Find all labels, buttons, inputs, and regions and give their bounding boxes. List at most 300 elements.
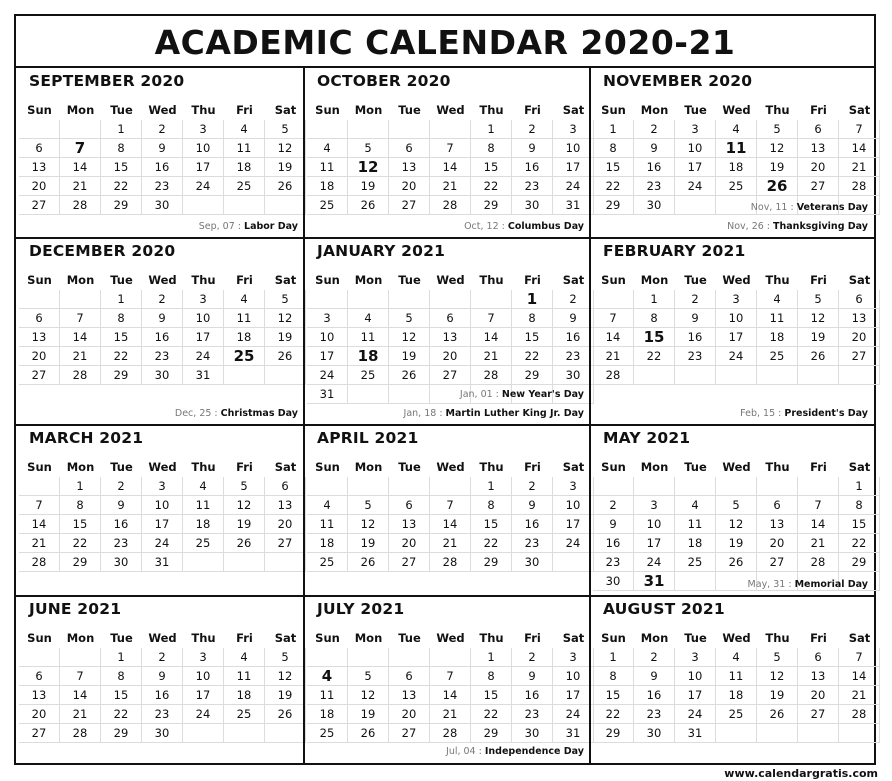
weekday-label: Fri xyxy=(524,460,541,474)
day-cell: 18 xyxy=(348,347,389,366)
day-cell: 10 xyxy=(675,139,716,158)
day-cell: 21 xyxy=(593,347,634,366)
day-cell: 5 xyxy=(265,290,306,309)
weekday-label: Thu xyxy=(191,460,216,474)
weekday-label: Sun xyxy=(601,460,626,474)
day-cell: 26 xyxy=(348,553,389,572)
day-cell: 22 xyxy=(471,177,512,196)
day-cell: 15 xyxy=(101,158,142,177)
day-cell: 29 xyxy=(101,366,142,385)
weekday-label: Tue xyxy=(110,631,133,645)
day-cell: 28 xyxy=(430,724,471,743)
day-cell: 25 xyxy=(757,347,798,366)
column-divider xyxy=(589,68,591,763)
empty-cell xyxy=(593,477,634,496)
day-cell: 8 xyxy=(60,496,101,515)
weekday-label: Sat xyxy=(562,460,585,474)
day-cell: 6 xyxy=(389,496,430,515)
day-cell: 16 xyxy=(142,158,183,177)
day-cell: 3 xyxy=(675,120,716,139)
day-cell: 4 xyxy=(716,648,757,667)
weekday-label: Wed xyxy=(148,273,177,287)
day-cell: 15 xyxy=(512,328,553,347)
day-cell: 13 xyxy=(430,328,471,347)
weekday-label: Wed xyxy=(148,631,177,645)
day-cell: 27 xyxy=(798,177,839,196)
weekday-label: Tue xyxy=(398,631,421,645)
weekday-label: Mon xyxy=(66,631,95,645)
row-divider xyxy=(16,424,874,426)
day-cell: 10 xyxy=(183,309,224,328)
day-cell: 29 xyxy=(101,196,142,215)
day-cell: 20 xyxy=(839,328,880,347)
day-cell: 24 xyxy=(716,347,757,366)
empty-cell xyxy=(224,196,265,215)
weekday-label: Wed xyxy=(722,273,751,287)
empty-cell xyxy=(430,290,471,309)
day-cell: 15 xyxy=(471,686,512,705)
day-cell: 26 xyxy=(265,177,306,196)
day-cell: 31 xyxy=(307,385,348,404)
day-cell: 12 xyxy=(716,515,757,534)
weekday-header xyxy=(16,100,304,120)
day-cell: 7 xyxy=(60,667,101,686)
day-cell: 12 xyxy=(757,667,798,686)
day-cell: 14 xyxy=(839,139,880,158)
weekday-label: Fri xyxy=(810,631,827,645)
weekday-label: Sat xyxy=(848,273,871,287)
day-cell: 3 xyxy=(142,477,183,496)
weekday-label: Tue xyxy=(110,460,133,474)
holiday-date: Jan, 01 : xyxy=(459,389,502,400)
day-cell: 18 xyxy=(183,515,224,534)
weekday-label: Fri xyxy=(810,460,827,474)
empty-cell xyxy=(798,366,839,385)
day-cell: 24 xyxy=(675,705,716,724)
month-name: SEPTEMBER 2020 xyxy=(29,72,185,90)
day-cell: 10 xyxy=(183,139,224,158)
day-cell: 25 xyxy=(675,553,716,572)
weekday-label: Mon xyxy=(354,103,383,117)
weekday-label: Tue xyxy=(110,103,133,117)
day-cell: 11 xyxy=(224,667,265,686)
day-cell: 31 xyxy=(634,572,675,591)
month-name: NOVEMBER 2020 xyxy=(603,72,753,90)
day-cell: 17 xyxy=(142,515,183,534)
weekday-label: Mon xyxy=(640,460,669,474)
weekday-label: Wed xyxy=(436,273,465,287)
day-cell: 19 xyxy=(265,686,306,705)
weekday-header xyxy=(304,628,590,648)
day-cell: 2 xyxy=(142,290,183,309)
day-cell: 16 xyxy=(553,328,594,347)
day-cell: 14 xyxy=(430,686,471,705)
weekday-label: Sun xyxy=(315,103,340,117)
holiday-label: Christmas Day xyxy=(220,408,298,419)
day-cell: 13 xyxy=(19,158,60,177)
day-cell: 26 xyxy=(265,347,306,366)
weekday-label: Sun xyxy=(27,631,52,645)
day-cell: 2 xyxy=(634,648,675,667)
holiday-note xyxy=(446,746,584,757)
weekday-label: Thu xyxy=(765,631,790,645)
weekday-label: Mon xyxy=(640,103,669,117)
day-cell: 25 xyxy=(224,347,265,366)
day-cell: 16 xyxy=(512,686,553,705)
weekday-label: Thu xyxy=(479,273,504,287)
holiday-note xyxy=(175,408,298,419)
row-divider xyxy=(16,595,874,597)
holiday-note xyxy=(751,202,868,213)
empty-cell xyxy=(430,477,471,496)
day-cell: 2 xyxy=(512,120,553,139)
weekday-label: Sat xyxy=(274,460,297,474)
day-cell: 17 xyxy=(183,686,224,705)
weekday-label: Fri xyxy=(524,631,541,645)
weekday-label: Mon xyxy=(354,460,383,474)
day-cell: 19 xyxy=(224,515,265,534)
day-cell: 5 xyxy=(265,648,306,667)
holiday-note xyxy=(727,221,868,232)
day-cell: 21 xyxy=(60,177,101,196)
day-cell: 3 xyxy=(634,496,675,515)
day-cell: 5 xyxy=(265,120,306,139)
day-cell: 1 xyxy=(101,648,142,667)
day-cell: 30 xyxy=(101,553,142,572)
day-cell: 27 xyxy=(839,347,880,366)
website-footer: www.calendargratis.com xyxy=(724,767,878,780)
day-cell: 28 xyxy=(430,196,471,215)
holiday-note xyxy=(464,221,584,232)
day-cell: 17 xyxy=(307,347,348,366)
weekday-label: Tue xyxy=(398,273,421,287)
empty-cell xyxy=(839,724,880,743)
day-cell: 4 xyxy=(675,496,716,515)
day-cell: 14 xyxy=(430,515,471,534)
day-cell: 8 xyxy=(471,139,512,158)
day-cell: 3 xyxy=(675,648,716,667)
day-cell: 4 xyxy=(716,120,757,139)
day-cell: 23 xyxy=(142,705,183,724)
day-cell: 6 xyxy=(757,496,798,515)
day-cell: 26 xyxy=(716,553,757,572)
month-block xyxy=(304,68,590,238)
day-cell: 13 xyxy=(839,309,880,328)
day-cell: 15 xyxy=(101,328,142,347)
day-cell: 13 xyxy=(19,328,60,347)
day-cell: 28 xyxy=(60,724,101,743)
day-cell: 20 xyxy=(19,347,60,366)
day-cell: 12 xyxy=(348,515,389,534)
weekday-label: Sun xyxy=(601,273,626,287)
day-cell: 24 xyxy=(183,347,224,366)
empty-cell xyxy=(265,196,306,215)
day-cell: 3 xyxy=(183,648,224,667)
day-cell: 14 xyxy=(430,158,471,177)
weekday-label: Mon xyxy=(640,273,669,287)
day-cell: 30 xyxy=(593,572,634,591)
day-cell: 1 xyxy=(471,648,512,667)
weekday-header xyxy=(590,100,874,120)
day-cell: 17 xyxy=(716,328,757,347)
day-cell: 1 xyxy=(471,477,512,496)
day-cell: 27 xyxy=(19,366,60,385)
day-cell: 8 xyxy=(512,309,553,328)
day-cell: 9 xyxy=(593,515,634,534)
holiday-note xyxy=(199,221,298,232)
weekday-label: Fri xyxy=(524,103,541,117)
day-cell: 22 xyxy=(593,177,634,196)
month-block xyxy=(304,425,590,596)
day-cell: 14 xyxy=(593,328,634,347)
day-cell: 19 xyxy=(798,328,839,347)
day-cell: 24 xyxy=(634,553,675,572)
day-cell: 2 xyxy=(512,648,553,667)
day-cell: 23 xyxy=(101,534,142,553)
empty-cell xyxy=(716,477,757,496)
day-cell: 9 xyxy=(675,309,716,328)
day-cell: 13 xyxy=(798,667,839,686)
day-cell: 9 xyxy=(101,496,142,515)
day-cell: 13 xyxy=(265,496,306,515)
holiday-label: New Year's Day xyxy=(501,389,584,400)
day-cell: 31 xyxy=(183,366,224,385)
weekday-header xyxy=(16,270,304,290)
day-cell: 18 xyxy=(675,534,716,553)
day-cell: 24 xyxy=(553,534,594,553)
day-cell: 26 xyxy=(757,705,798,724)
weekday-label: Fri xyxy=(236,631,253,645)
empty-cell xyxy=(19,290,60,309)
day-cell: 6 xyxy=(19,667,60,686)
empty-cell xyxy=(60,120,101,139)
empty-cell xyxy=(307,648,348,667)
day-cell: 14 xyxy=(471,328,512,347)
empty-cell xyxy=(798,477,839,496)
day-cell: 26 xyxy=(348,724,389,743)
day-cell: 29 xyxy=(512,366,553,385)
day-cell: 10 xyxy=(307,328,348,347)
day-cell: 23 xyxy=(512,177,553,196)
day-cell: 17 xyxy=(553,158,594,177)
day-cell: 22 xyxy=(471,534,512,553)
day-cell: 10 xyxy=(183,667,224,686)
weekday-header xyxy=(16,628,304,648)
day-cell: 20 xyxy=(757,534,798,553)
day-cell: 3 xyxy=(307,309,348,328)
day-cell: 30 xyxy=(634,196,675,215)
day-cell: 10 xyxy=(675,667,716,686)
month-name: FEBRUARY 2021 xyxy=(603,242,746,260)
day-cell: 11 xyxy=(224,309,265,328)
day-cell: 2 xyxy=(142,648,183,667)
month-name: DECEMBER 2020 xyxy=(29,242,176,260)
day-cell: 23 xyxy=(142,177,183,196)
day-cell: 29 xyxy=(593,196,634,215)
day-cell: 19 xyxy=(757,686,798,705)
weekday-header xyxy=(304,457,590,477)
day-cell: 2 xyxy=(675,290,716,309)
day-cell: 27 xyxy=(19,196,60,215)
weekday-label: Wed xyxy=(436,460,465,474)
day-cell: 4 xyxy=(307,139,348,158)
day-cell: 20 xyxy=(389,705,430,724)
empty-cell xyxy=(265,553,306,572)
day-cell: 28 xyxy=(798,553,839,572)
month-block xyxy=(590,68,874,238)
weekday-label: Fri xyxy=(524,273,541,287)
day-cell: 16 xyxy=(101,515,142,534)
day-cell: 15 xyxy=(471,515,512,534)
day-cell: 7 xyxy=(839,648,880,667)
day-cell: 21 xyxy=(430,534,471,553)
empty-cell xyxy=(183,724,224,743)
day-cell: 31 xyxy=(675,724,716,743)
day-cell: 7 xyxy=(19,496,60,515)
day-cell: 12 xyxy=(348,686,389,705)
empty-cell xyxy=(183,196,224,215)
holiday-date: May, 31 : xyxy=(747,579,795,590)
day-cell: 4 xyxy=(224,648,265,667)
empty-cell xyxy=(716,366,757,385)
empty-cell xyxy=(716,724,757,743)
weekday-label: Sat xyxy=(562,631,585,645)
day-cell: 30 xyxy=(512,724,553,743)
day-cell: 4 xyxy=(224,290,265,309)
day-cell: 7 xyxy=(471,309,512,328)
weekday-label: Sun xyxy=(601,631,626,645)
day-cell: 8 xyxy=(839,496,880,515)
day-cell: 24 xyxy=(553,705,594,724)
day-cell: 4 xyxy=(307,496,348,515)
empty-cell xyxy=(389,477,430,496)
day-cell: 28 xyxy=(60,366,101,385)
weekday-label: Thu xyxy=(765,273,790,287)
empty-cell xyxy=(553,553,594,572)
day-cell: 14 xyxy=(839,667,880,686)
day-cell: 8 xyxy=(471,667,512,686)
day-cell: 17 xyxy=(553,686,594,705)
day-cell: 12 xyxy=(798,309,839,328)
day-cell: 21 xyxy=(19,534,60,553)
day-cell: 27 xyxy=(19,724,60,743)
empty-cell xyxy=(224,366,265,385)
day-cell: 20 xyxy=(389,534,430,553)
month-block xyxy=(16,425,304,596)
day-cell: 6 xyxy=(19,309,60,328)
day-cell: 20 xyxy=(389,177,430,196)
day-cell: 25 xyxy=(716,177,757,196)
day-cell: 5 xyxy=(348,667,389,686)
day-cell: 9 xyxy=(512,139,553,158)
day-cell: 29 xyxy=(101,724,142,743)
day-cell: 11 xyxy=(716,139,757,158)
empty-cell xyxy=(307,290,348,309)
empty-cell xyxy=(675,477,716,496)
day-cell: 16 xyxy=(512,158,553,177)
day-cell: 3 xyxy=(553,120,594,139)
day-cell: 11 xyxy=(307,515,348,534)
day-cell: 20 xyxy=(19,177,60,196)
empty-cell xyxy=(348,385,389,404)
day-cell: 30 xyxy=(553,366,594,385)
day-cell: 21 xyxy=(839,686,880,705)
holiday-label: Veterans Day xyxy=(796,202,868,213)
day-cell: 22 xyxy=(60,534,101,553)
day-cell: 11 xyxy=(224,139,265,158)
day-cell: 18 xyxy=(307,705,348,724)
day-cell: 12 xyxy=(265,667,306,686)
weekday-label: Thu xyxy=(765,103,790,117)
empty-cell xyxy=(634,366,675,385)
empty-cell xyxy=(389,385,430,404)
weekday-label: Thu xyxy=(191,273,216,287)
month-block xyxy=(590,596,874,763)
day-cell: 7 xyxy=(60,139,101,158)
calendar-title: ACADEMIC CALENDAR 2020-21 xyxy=(16,16,874,68)
day-cell: 6 xyxy=(798,648,839,667)
day-cell: 25 xyxy=(348,366,389,385)
day-cell: 10 xyxy=(553,139,594,158)
day-cell: 5 xyxy=(798,290,839,309)
day-cell: 3 xyxy=(183,290,224,309)
day-cell: 22 xyxy=(101,705,142,724)
weekday-label: Sat xyxy=(274,631,297,645)
day-cell: 15 xyxy=(839,515,880,534)
empty-cell xyxy=(348,290,389,309)
day-cell: 11 xyxy=(757,309,798,328)
day-cell: 15 xyxy=(593,686,634,705)
empty-cell xyxy=(675,572,716,591)
day-cell: 4 xyxy=(183,477,224,496)
empty-cell xyxy=(839,366,880,385)
day-cell: 7 xyxy=(60,309,101,328)
weekday-label: Thu xyxy=(479,103,504,117)
month-block xyxy=(590,425,874,596)
day-cell: 9 xyxy=(512,496,553,515)
weekday-label: Wed xyxy=(722,103,751,117)
day-cell: 27 xyxy=(389,724,430,743)
weekday-label: Mon xyxy=(66,103,95,117)
day-cell: 21 xyxy=(60,705,101,724)
day-cell: 13 xyxy=(757,515,798,534)
weekday-label: Sat xyxy=(848,631,871,645)
day-cell: 3 xyxy=(553,648,594,667)
weekday-label: Mon xyxy=(66,273,95,287)
day-cell: 31 xyxy=(142,553,183,572)
holiday-date: Oct, 12 : xyxy=(464,221,508,232)
day-cell: 9 xyxy=(553,309,594,328)
weekday-label: Thu xyxy=(479,631,504,645)
day-cell: 11 xyxy=(307,686,348,705)
holiday-label: President's Day xyxy=(784,408,868,419)
day-cell: 22 xyxy=(471,705,512,724)
day-cell: 15 xyxy=(593,158,634,177)
day-cell: 14 xyxy=(19,515,60,534)
holiday-note xyxy=(748,579,868,590)
weekday-label: Sat xyxy=(274,273,297,287)
empty-cell xyxy=(265,366,306,385)
weekday-label: Sun xyxy=(27,273,52,287)
day-cell: 14 xyxy=(60,686,101,705)
weekday-label: Sat xyxy=(562,103,585,117)
day-cell: 31 xyxy=(553,196,594,215)
holiday-date: Jan, 18 : xyxy=(403,408,446,419)
day-cell: 26 xyxy=(224,534,265,553)
day-cell: 9 xyxy=(142,139,183,158)
holiday-label: Memorial Day xyxy=(794,579,868,590)
weekday-label: Sat xyxy=(274,103,297,117)
